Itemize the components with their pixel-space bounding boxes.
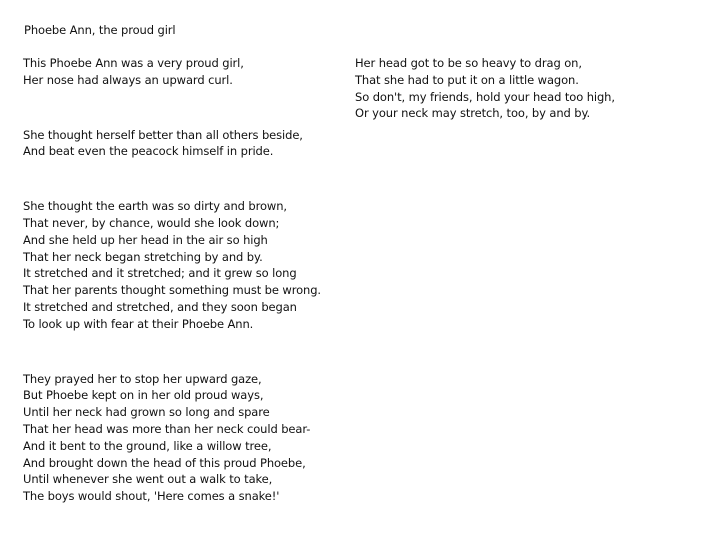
poem-line: Her head got to be so heavy to drag on,	[355, 56, 582, 70]
poem-line: That her parents thought something must be wrong.	[23, 283, 321, 298]
poem-line: Until her neck had grown so long and spare	[23, 405, 270, 420]
poem-line: This Phoebe Ann was a very proud girl,	[23, 56, 244, 70]
poem-line: That never, by chance, would she look down;	[23, 215, 280, 230]
poem-line: To look up with fear at their Phoebe Ann.	[23, 316, 254, 331]
poem-line: So don't, my friends, hold your head too high,	[355, 89, 615, 104]
poem-line: That her neck began stretching by and by.	[23, 249, 263, 264]
poem-line: And she held up her head in the air so high	[23, 232, 268, 247]
poem-line: Until whenever she went out a walk to take,	[23, 472, 273, 487]
stanza-5	[355, 55, 615, 122]
poem-line: They prayed her to stop her upward gaze,	[23, 371, 262, 386]
poem-line: She thought the earth was so dirty and brown,	[23, 199, 287, 214]
poem-line: Or your neck may stretch, too, by and by.	[355, 106, 591, 121]
poem-line: And beat even the peacock himself in pride.	[23, 144, 274, 159]
stanza-1	[23, 55, 321, 89]
right-column	[355, 55, 615, 122]
stanza-3	[23, 198, 321, 332]
poem-line: But Phoebe kept on in her old proud ways,	[23, 388, 264, 403]
poem-line: That her head was more than her neck could bear-	[23, 421, 311, 436]
poem-title: Phoebe Ann, the proud girl	[24, 23, 176, 37]
poem-line: That she had to put it on a little wagon.	[355, 72, 579, 87]
poem-line: It stretched and it stretched; and it grew so long	[23, 266, 297, 281]
left-column	[23, 55, 321, 505]
poem-line: Her nose had always an upward curl.	[23, 72, 233, 87]
poem-line: It stretched and stretched, and they soon began	[23, 299, 297, 314]
stanza-2	[23, 127, 321, 161]
poem-line: And it bent to the ground, like a willow tree,	[23, 438, 272, 453]
poem-line: The boys would shout, 'Here comes a snake!'	[23, 489, 280, 504]
poem-line: And brought down the head of this proud Phoebe,	[23, 455, 306, 470]
poem-line: She thought herself better than all others beside,	[23, 127, 303, 142]
stanza-4	[23, 371, 321, 505]
